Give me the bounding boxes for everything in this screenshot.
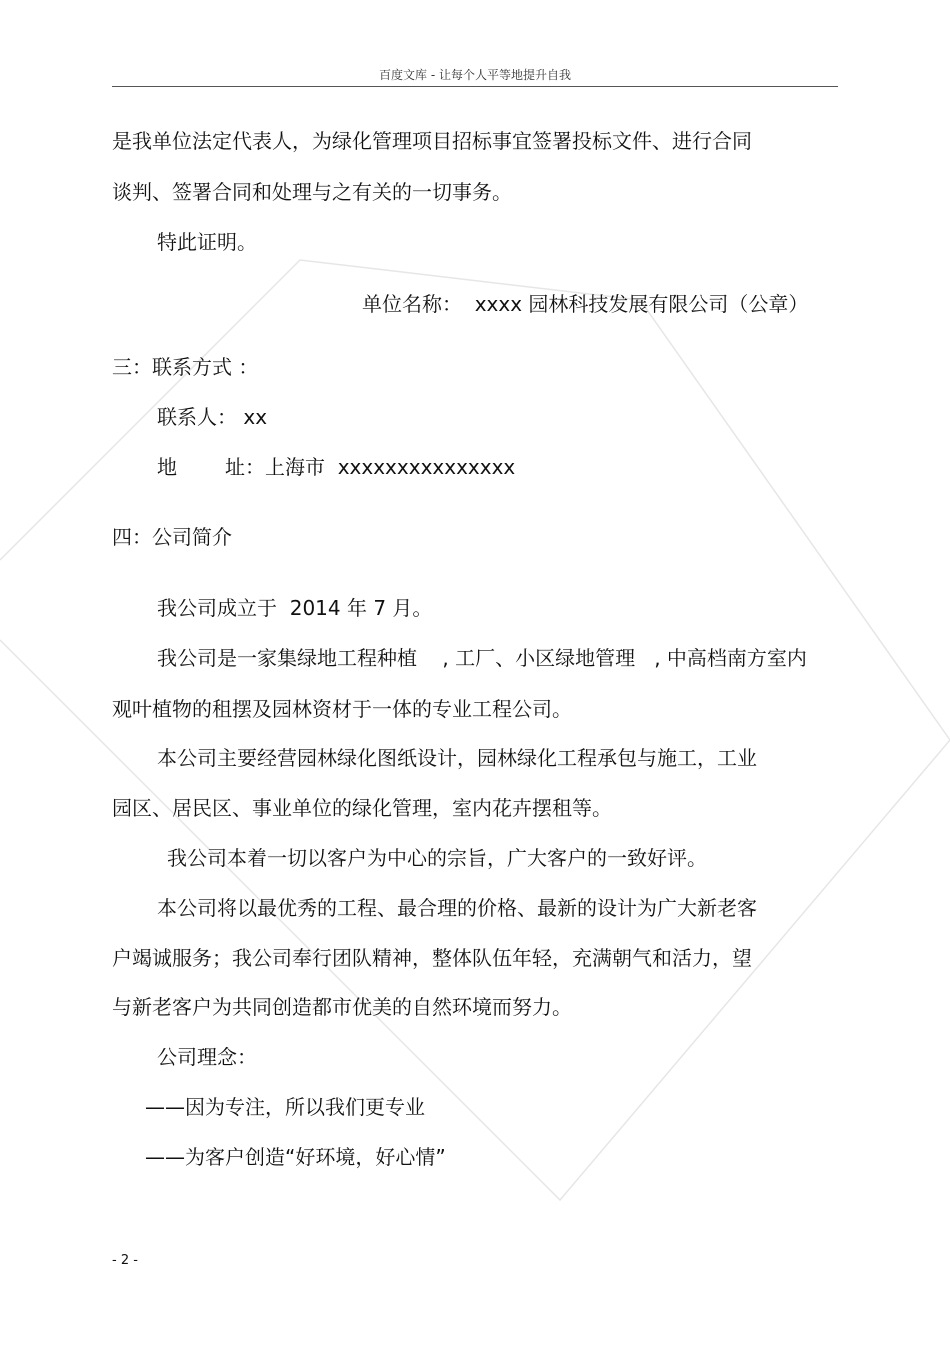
- address-label: 地: [157, 455, 177, 479]
- intro-2-line-1: 本公司主要经营园林绿化图纸设计，园林绿化工程承包与施工，工业: [157, 746, 757, 770]
- authorization-line-1: 是我单位法定代表人，为绿化管理项目招标事宜签署投标文件、进行合同: [112, 129, 752, 153]
- unit-name: 单位名称： xxxx 园林科技发展有限公司（公章）: [362, 292, 809, 316]
- founded-text: 我公司成立于 2014 年 7 月。: [157, 596, 433, 620]
- contact-person: 联系人： xx: [157, 405, 268, 429]
- intro-2-line-2: 园区、居民区、事业单位的绿化管理，室内花卉摆租等。: [112, 796, 612, 820]
- authorization-line-2: 谈判、签署合同和处理与之有关的一切事务。: [112, 180, 512, 204]
- section-3-title: 三：联系方式 ：: [112, 355, 259, 379]
- certify-text: 特此证明。: [157, 230, 257, 254]
- page-number: - 2 -: [112, 1253, 138, 1268]
- address-value: 址：上海市 xxxxxxxxxxxxxxx: [225, 455, 516, 479]
- philosophy-item-2: ——为客户创造“好环境，好心情”: [145, 1145, 446, 1169]
- intro-1-line-2: 观叶植物的租摆及园林资材于一体的专业工程公司。: [112, 697, 572, 721]
- philosophy-title: 公司理念：: [157, 1045, 257, 1069]
- intro-4-line-3: 与新老客户为共同创造都市优美的自然环境而努力。: [112, 995, 572, 1019]
- header-divider: [112, 86, 838, 87]
- section-4-title: 四：公司简介: [112, 525, 232, 549]
- page-header: 百度文库 - 让每个人平等地提升自我: [379, 68, 571, 82]
- philosophy-item-1: ——因为专注，所以我们更专业: [145, 1095, 425, 1119]
- intro-1-line-1: 我公司是一家集绿地工程种植 , 工厂、小区绿地管理 , 中高档南方室内: [157, 646, 807, 670]
- intro-4-line-1: 本公司将以最优秀的工程、最合理的价格、最新的设计为广大新老客: [157, 896, 757, 920]
- intro-4-line-2: 户竭诚服务；我公司奉行团队精神，整体队伍年轻，充满朝气和活力，望: [112, 946, 752, 970]
- intro-3: 我公司本着一切以客户为中心的宗旨，广大客户的一致好评。: [167, 846, 707, 870]
